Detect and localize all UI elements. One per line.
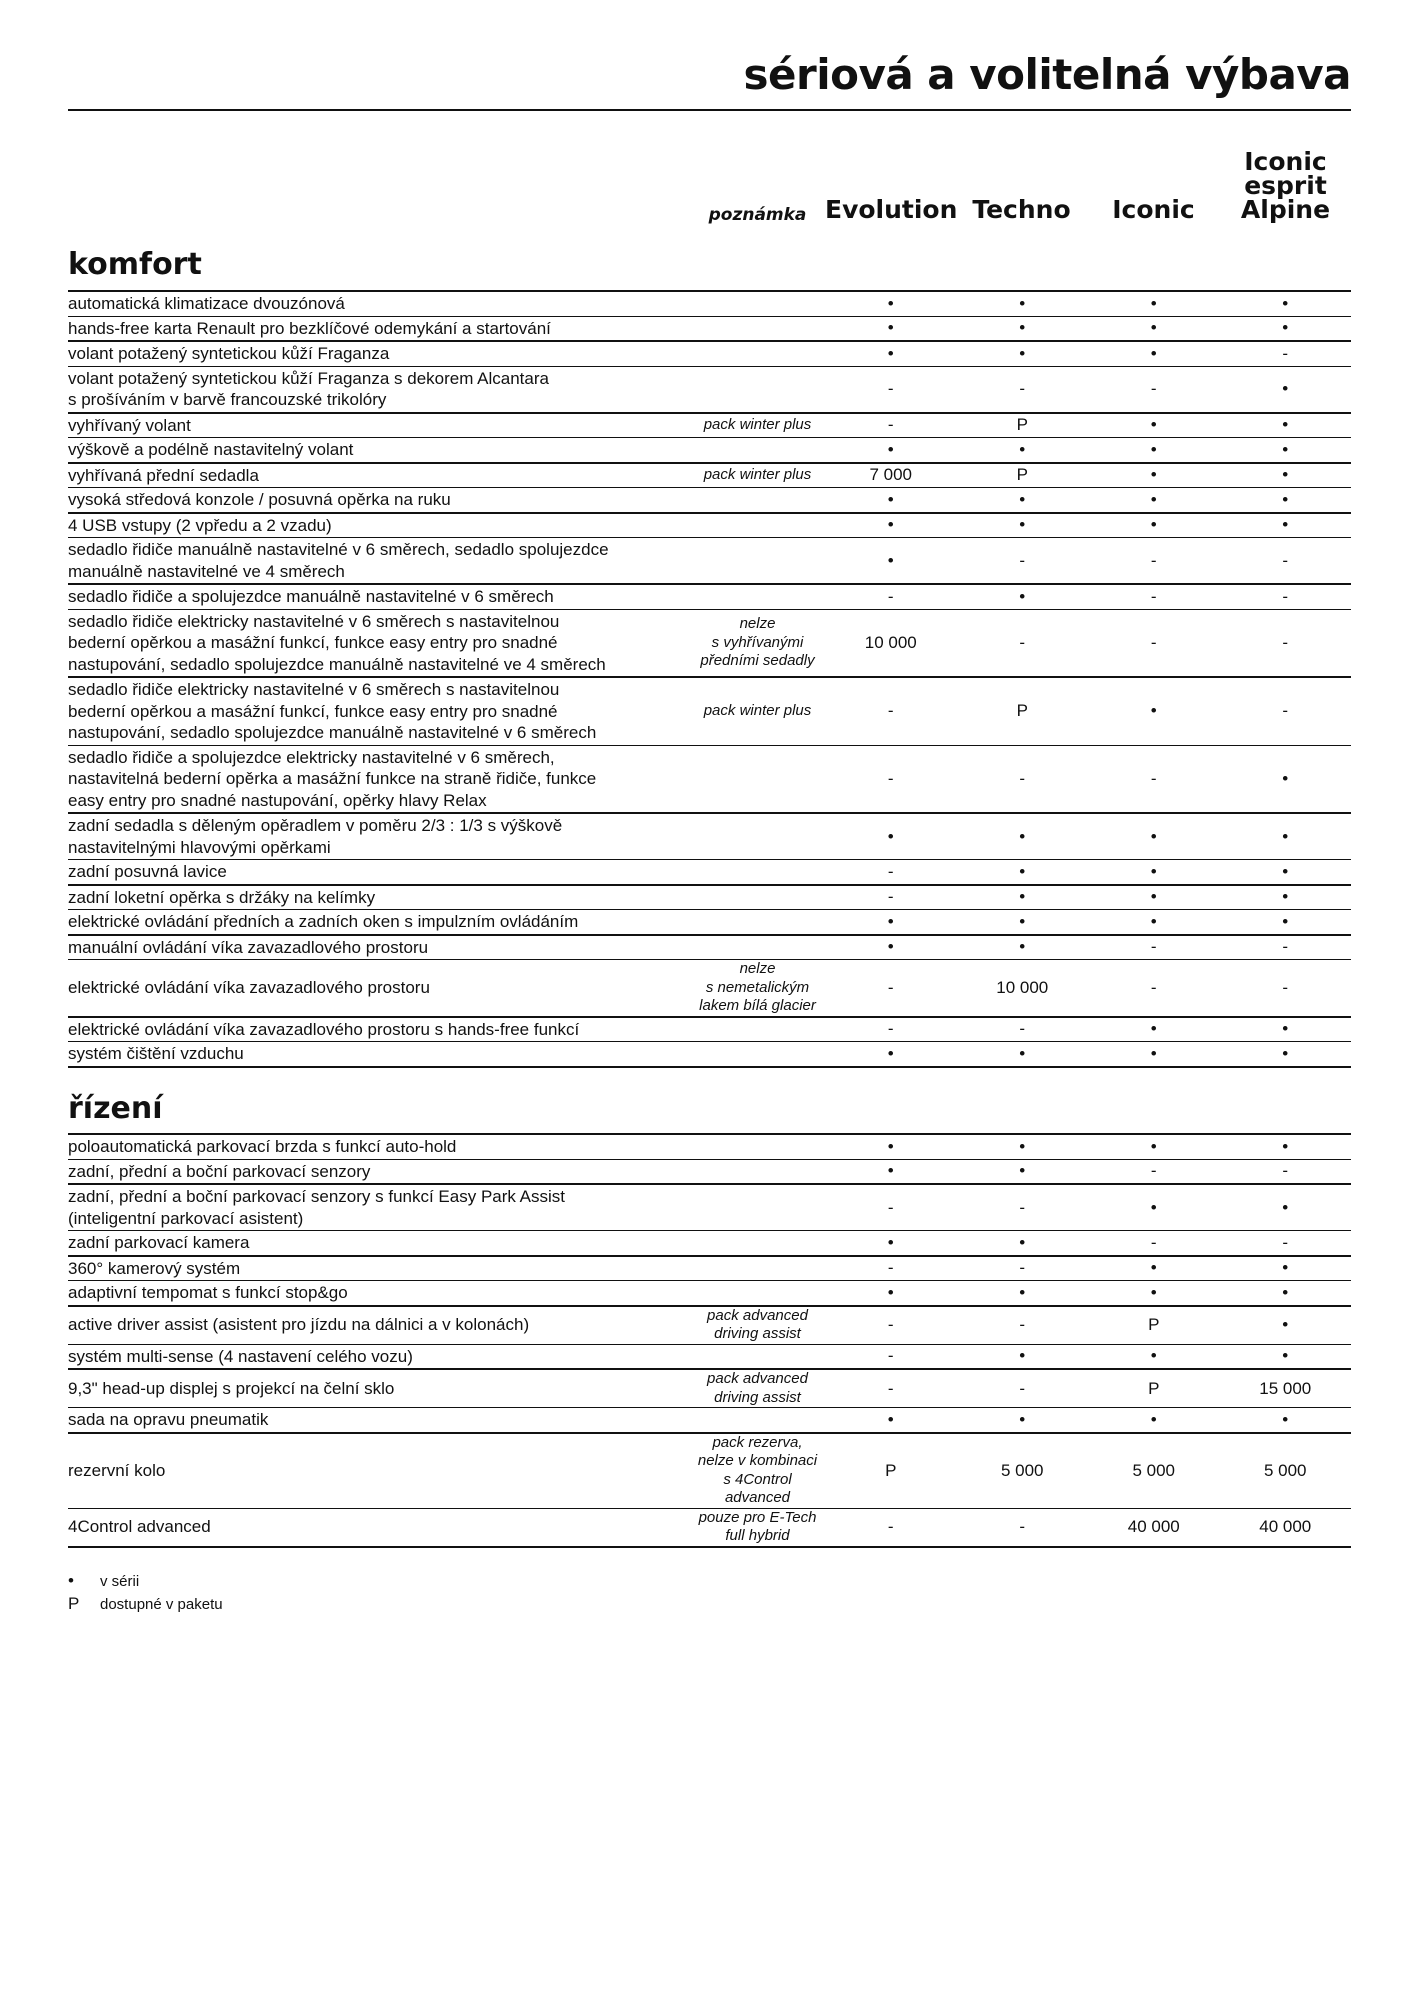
- value-evolution: •: [887, 515, 894, 535]
- value-techno: P: [1016, 701, 1028, 721]
- table-row: [68, 1185, 1351, 1231]
- value-iconic: •: [1150, 1043, 1157, 1063]
- feature-label: vysoká středová konzole / posuvná opěrka na ruku: [68, 490, 451, 509]
- feature-label: active driver assist (asistent pro jízdu na dálnici a v kolonách): [68, 1315, 530, 1335]
- table-row: [68, 414, 1351, 439]
- value-evolution: •: [887, 1136, 894, 1156]
- legend-item: [68, 1593, 223, 1616]
- table-row: [68, 488, 1351, 514]
- table-row: [68, 1257, 1351, 1282]
- feature-label: vyhřívaná přední sedadla: [68, 465, 259, 485]
- table-rizeni: [68, 1133, 1351, 1548]
- value-evolution: -: [887, 1517, 894, 1536]
- feature-note: pack winter plus: [703, 416, 812, 433]
- feature-note: pack advanced driving assist: [707, 1370, 808, 1406]
- table-row: [68, 960, 1351, 1018]
- value-techno: •: [1019, 1282, 1026, 1302]
- value-evolution: -: [887, 586, 894, 606]
- value-techno: -: [1019, 1019, 1026, 1039]
- feature-label: zadní posuvná lavice: [68, 862, 227, 881]
- value-evolution: P: [885, 1460, 897, 1480]
- value-techno: -: [1019, 1197, 1026, 1217]
- value-evolution: •: [887, 439, 894, 459]
- value-evolution: •: [887, 293, 894, 313]
- feature-label: vyhřívaný volant: [68, 415, 191, 435]
- feature-label: zadní parkovací kamera: [68, 1233, 250, 1252]
- value-iconic-esprit-alpine: •: [1282, 861, 1289, 881]
- value-iconic-esprit-alpine: -: [1282, 632, 1289, 652]
- feature-note: pack advanced driving assist: [707, 1306, 808, 1342]
- value-iconic-esprit-alpine: -: [1282, 343, 1289, 363]
- feature-note: nelze s nemetalickým lakem bílá glacier: [699, 960, 816, 1014]
- value-techno: •: [1019, 887, 1026, 907]
- table-row: [68, 1160, 1351, 1186]
- value-iconic: P: [1148, 1315, 1160, 1334]
- feature-note: pouze pro E-Tech full hybrid: [698, 1508, 817, 1544]
- value-evolution: •: [887, 937, 894, 957]
- feature-label: 4 USB vstupy (2 vpředu a 2 vzadu): [68, 515, 332, 535]
- legend-symbol: •: [68, 1571, 74, 1590]
- value-iconic: •: [1150, 318, 1157, 338]
- feature-label: zadní sedadla s děleným opěradlem v poměru 2/3 : 1/3 s výškově nastavitelnými hlavovými opěrkami: [68, 816, 563, 857]
- value-techno: -: [1019, 550, 1026, 570]
- value-iconic-esprit-alpine: •: [1282, 768, 1289, 788]
- table-row: [68, 678, 1351, 746]
- feature-note: nelze s vyhřívanými předními sedadly: [700, 615, 815, 669]
- value-iconic: -: [1150, 1161, 1157, 1181]
- feature-label: zadní, přední a boční parkovací senzory s funkcí Easy Park Assist (inteligentní parkovací asistent): [68, 1187, 566, 1228]
- value-iconic: •: [1150, 861, 1157, 881]
- value-iconic-esprit-alpine: -: [1282, 586, 1289, 606]
- feature-label: sedadlo řidiče a spolujezdce manuálně nastavitelné v 6 směrech: [68, 587, 554, 606]
- value-techno: -: [1019, 379, 1026, 398]
- feature-label: sedadlo řidiče elektricky nastavitelné v 6 směrech s nastavitelnou bederní opěrkou a masážní funkcí, funkce easy entry pro snadné nastupování, sedadlo spolujezdce manuálně nastavitelné ve 4 směrech: [68, 611, 606, 674]
- feature-label: hands-free karta Renault pro bezklíčové odemykání a startování: [68, 318, 551, 338]
- value-evolution: -: [887, 1378, 894, 1398]
- table-row: [68, 342, 1351, 367]
- page-title: sériová a volitelná výbava: [743, 50, 1351, 99]
- value-iconic-esprit-alpine: •: [1282, 1136, 1289, 1156]
- value-iconic-esprit-alpine: -: [1282, 977, 1289, 997]
- value-iconic: •: [1150, 415, 1157, 435]
- feature-label: systém čištění vzduchu: [68, 1044, 244, 1063]
- value-iconic: P: [1148, 1378, 1160, 1398]
- column-header-iconic: Iconic: [1112, 195, 1195, 224]
- value-iconic: •: [1150, 1197, 1157, 1217]
- value-iconic: 5 000: [1132, 1460, 1176, 1480]
- value-techno: -: [1019, 1315, 1026, 1334]
- value-iconic-esprit-alpine: •: [1282, 415, 1289, 435]
- value-iconic-esprit-alpine: 40 000: [1259, 1517, 1312, 1536]
- value-evolution: -: [887, 861, 894, 881]
- value-iconic-esprit-alpine: •: [1282, 489, 1289, 509]
- value-iconic-esprit-alpine: -: [1282, 1161, 1289, 1181]
- value-iconic: -: [1150, 1232, 1157, 1252]
- value-evolution: -: [887, 1346, 894, 1366]
- value-iconic-esprit-alpine: -: [1282, 701, 1289, 721]
- value-iconic: •: [1150, 1019, 1157, 1039]
- value-iconic: •: [1150, 465, 1157, 485]
- feature-label: poloautomatická parkovací brzda s funkcí auto-hold: [68, 1137, 457, 1156]
- table-row: [68, 438, 1351, 464]
- legend: [68, 1570, 223, 1616]
- value-iconic-esprit-alpine: •: [1282, 379, 1289, 398]
- value-techno: •: [1019, 1232, 1026, 1252]
- value-techno: P: [1016, 415, 1028, 435]
- value-iconic-esprit-alpine: •: [1282, 826, 1289, 846]
- value-iconic: -: [1150, 977, 1157, 997]
- value-iconic: •: [1150, 1136, 1157, 1156]
- feature-label: volant potažený syntetickou kůží Fraganza: [68, 344, 390, 363]
- value-evolution: •: [887, 318, 894, 338]
- feature-label: 4Control advanced: [68, 1517, 211, 1537]
- title-divider: [68, 109, 1351, 111]
- value-iconic: 40 000: [1127, 1517, 1180, 1536]
- table-row: [68, 514, 1351, 539]
- value-iconic: •: [1150, 1258, 1157, 1278]
- table-row: [68, 1281, 1351, 1307]
- feature-label: sedadlo řidiče a spolujezdce elektricky nastavitelné v 6 směrech, nastavitelná bederní opěrka a masážní funkce na straně řidiče, funkce easy entry pro snadné nastupování, opěrky hlavy Relax: [68, 747, 597, 810]
- value-techno: 10 000: [996, 977, 1049, 997]
- table-row: [68, 860, 1351, 886]
- value-iconic: •: [1150, 293, 1157, 313]
- table-row: [68, 910, 1351, 936]
- value-iconic: -: [1150, 632, 1157, 652]
- table-row: [68, 936, 1351, 961]
- section-title-rizeni: řízení: [68, 1091, 163, 1126]
- value-iconic-esprit-alpine: •: [1282, 1282, 1289, 1302]
- value-iconic: •: [1150, 439, 1157, 459]
- value-evolution: •: [887, 343, 894, 363]
- value-techno: •: [1019, 586, 1026, 606]
- value-iconic: •: [1150, 489, 1157, 509]
- feature-label: 9,3" head-up displej s projekcí na čelní sklo: [68, 1378, 395, 1398]
- column-header-iconic-esprit-alpine: Iconic esprit Alpine: [1240, 147, 1331, 224]
- value-iconic-esprit-alpine: •: [1282, 1258, 1289, 1278]
- table-row: [68, 292, 1351, 317]
- value-evolution: -: [887, 1315, 894, 1334]
- table-komfort: [68, 290, 1351, 1068]
- value-techno: -: [1019, 768, 1026, 788]
- value-iconic: •: [1150, 1346, 1157, 1366]
- value-techno: •: [1019, 489, 1026, 509]
- feature-note: pack rezerva, nelze v kombinaci s 4Control advanced: [697, 1433, 818, 1506]
- value-iconic-esprit-alpine: •: [1282, 887, 1289, 907]
- value-evolution: •: [887, 826, 894, 846]
- value-iconic-esprit-alpine: 5 000: [1263, 1460, 1307, 1480]
- feature-note: pack winter plus: [703, 702, 812, 719]
- value-iconic-esprit-alpine: •: [1282, 439, 1289, 459]
- table-row: [68, 464, 1351, 489]
- value-evolution: -: [887, 1258, 894, 1278]
- value-evolution: 10 000: [864, 632, 917, 652]
- value-techno: 5 000: [1000, 1460, 1044, 1480]
- value-techno: -: [1019, 1378, 1026, 1398]
- value-iconic-esprit-alpine: •: [1282, 1043, 1289, 1063]
- value-techno: •: [1019, 293, 1026, 313]
- feature-label: sada na opravu pneumatik: [68, 1410, 269, 1429]
- value-iconic: •: [1150, 1409, 1157, 1429]
- table-row: [68, 886, 1351, 911]
- legend-label: v sérii: [100, 1573, 140, 1590]
- table-row: [68, 1042, 1351, 1068]
- value-techno: •: [1019, 911, 1026, 931]
- value-techno: •: [1019, 1346, 1026, 1366]
- table-row: [68, 746, 1351, 815]
- value-iconic: -: [1150, 379, 1157, 398]
- value-evolution: -: [887, 768, 894, 788]
- value-evolution: •: [887, 1282, 894, 1302]
- value-iconic: -: [1150, 550, 1157, 570]
- value-techno: •: [1019, 439, 1026, 459]
- value-evolution: 7 000: [869, 465, 913, 485]
- value-iconic: •: [1150, 515, 1157, 535]
- column-header-evolution: Evolution: [825, 195, 958, 224]
- value-techno: •: [1019, 515, 1026, 535]
- value-iconic: •: [1150, 701, 1157, 721]
- value-iconic: •: [1150, 911, 1157, 931]
- value-techno: •: [1019, 1161, 1026, 1181]
- value-iconic-esprit-alpine: •: [1282, 1197, 1289, 1217]
- value-iconic-esprit-alpine: •: [1282, 1019, 1289, 1039]
- value-evolution: •: [887, 1161, 894, 1181]
- table-row: [68, 1345, 1351, 1371]
- column-header-note: poznámka: [708, 205, 807, 225]
- value-iconic-esprit-alpine: •: [1282, 515, 1289, 535]
- value-iconic: -: [1150, 937, 1157, 957]
- value-evolution: -: [887, 977, 894, 997]
- legend-label: dostupné v paketu: [100, 1596, 223, 1613]
- value-iconic-esprit-alpine: 15 000: [1259, 1378, 1312, 1398]
- value-techno: -: [1019, 1517, 1026, 1536]
- value-iconic-esprit-alpine: •: [1282, 465, 1289, 485]
- value-evolution: -: [887, 701, 894, 721]
- feature-label: zadní loketní opěrka s držáky na kelímky: [68, 887, 376, 907]
- value-evolution: -: [887, 887, 894, 907]
- value-evolution: •: [887, 1232, 894, 1252]
- table-row: [68, 1135, 1351, 1160]
- feature-label: adaptivní tempomat s funkcí stop&go: [68, 1283, 348, 1302]
- table-row: [68, 1434, 1351, 1509]
- value-evolution: •: [887, 911, 894, 931]
- value-evolution: -: [887, 379, 894, 398]
- value-iconic-esprit-alpine: •: [1282, 1409, 1289, 1429]
- value-iconic-esprit-alpine: •: [1282, 318, 1289, 338]
- column-header-techno: Techno: [972, 195, 1071, 224]
- value-evolution: -: [887, 1019, 894, 1039]
- table-row: [68, 317, 1351, 343]
- value-iconic: •: [1150, 343, 1157, 363]
- value-techno: •: [1019, 318, 1026, 338]
- legend-item: [68, 1570, 223, 1593]
- value-techno: P: [1016, 465, 1028, 485]
- value-iconic-esprit-alpine: •: [1282, 1315, 1289, 1334]
- value-evolution: •: [887, 489, 894, 509]
- table-row: [68, 1370, 1351, 1408]
- value-iconic: -: [1150, 768, 1157, 788]
- value-iconic-esprit-alpine: •: [1282, 911, 1289, 931]
- value-techno: •: [1019, 1043, 1026, 1063]
- value-techno: •: [1019, 826, 1026, 846]
- value-evolution: -: [887, 1197, 894, 1217]
- table-row: [68, 538, 1351, 585]
- value-techno: •: [1019, 1136, 1026, 1156]
- table-row: [68, 1018, 1351, 1043]
- feature-label: zadní, přední a boční parkovací senzory: [68, 1161, 371, 1181]
- value-evolution: •: [887, 1043, 894, 1063]
- feature-label: manuální ovládání víka zavazadlového prostoru: [68, 937, 429, 957]
- value-iconic-esprit-alpine: -: [1282, 550, 1289, 570]
- table-row: [68, 814, 1351, 860]
- value-techno: •: [1019, 861, 1026, 881]
- value-evolution: -: [887, 415, 894, 435]
- value-iconic-esprit-alpine: -: [1282, 937, 1289, 957]
- feature-label: 360° kamerový systém: [68, 1258, 241, 1278]
- value-techno: -: [1019, 632, 1026, 652]
- value-evolution: •: [887, 550, 894, 570]
- value-techno: •: [1019, 1409, 1026, 1429]
- value-evolution: •: [887, 1409, 894, 1429]
- value-techno: -: [1019, 1258, 1026, 1278]
- feature-label: sedadlo řidiče elektricky nastavitelné v 6 směrech s nastavitelnou bederní opěrkou a masážní funkcí, funkce easy entry pro snadné nastupování, sedadlo spolujezdce manuálně nastavitelné v 6 směrech: [68, 680, 597, 742]
- table-row: [68, 1307, 1351, 1345]
- feature-note: pack winter plus: [703, 466, 812, 483]
- value-iconic: •: [1150, 1282, 1157, 1302]
- table-row: [68, 1408, 1351, 1434]
- feature-label: elektrické ovládání víka zavazadlového prostoru s hands-free funkcí: [68, 1019, 580, 1039]
- value-techno: •: [1019, 343, 1026, 363]
- feature-label: výškově a podélně nastavitelný volant: [68, 440, 354, 459]
- feature-label: elektrické ovládání předních a zadních oken s impulzním ovládáním: [68, 912, 579, 931]
- legend-symbol: P: [68, 1594, 80, 1613]
- table-row: [68, 585, 1351, 610]
- value-iconic: -: [1150, 586, 1157, 606]
- value-iconic-esprit-alpine: •: [1282, 1346, 1289, 1366]
- table-row: [68, 1231, 1351, 1257]
- feature-label: volant potažený syntetickou kůží Fraganza s dekorem Alcantara s prošíváním v barvě francouzské trikolóry: [68, 368, 549, 409]
- value-iconic-esprit-alpine: -: [1282, 1232, 1289, 1252]
- feature-label: systém multi-sense (4 nastavení celého vozu): [68, 1346, 413, 1366]
- section-title-komfort: komfort: [68, 247, 202, 282]
- feature-label: rezervní kolo: [68, 1460, 166, 1480]
- value-iconic: •: [1150, 826, 1157, 846]
- table-row: [68, 610, 1351, 679]
- value-iconic-esprit-alpine: •: [1282, 293, 1289, 313]
- value-iconic: •: [1150, 887, 1157, 907]
- table-row: [68, 1509, 1351, 1548]
- feature-label: automatická klimatizace dvouzónová: [68, 294, 345, 313]
- feature-label: sedadlo řidiče manuálně nastavitelné v 6 směrech, sedadlo spolujezdce manuálně nastavitelné ve 4 směrech: [68, 540, 609, 581]
- value-techno: •: [1019, 937, 1026, 957]
- feature-label: elektrické ovládání víka zavazadlového prostoru: [68, 978, 430, 997]
- table-row: [68, 367, 1351, 414]
